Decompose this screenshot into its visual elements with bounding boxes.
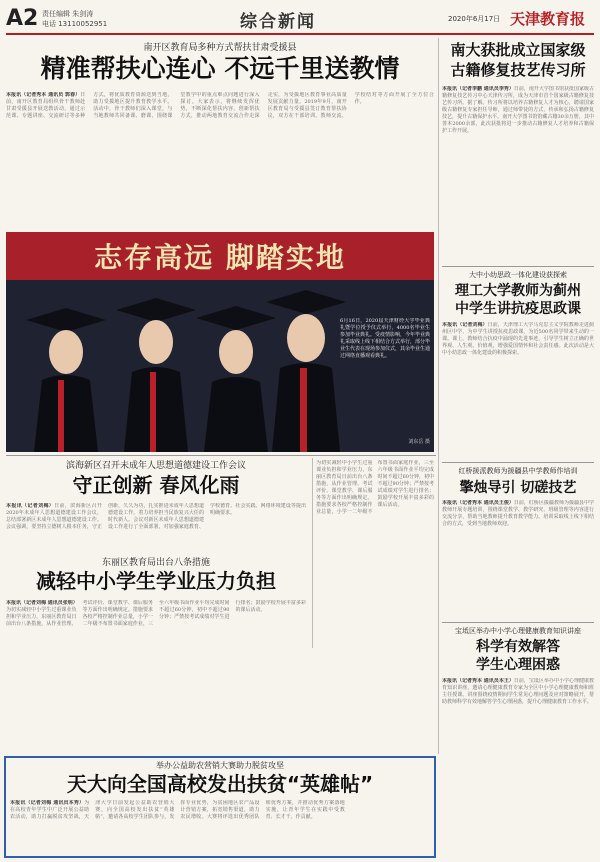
article-text: 日前，天津理工大学马克思主义学院教师走进蓟州区中学，为中学生讲授抗疫思政课，为近500名同学带来生动的一课。课上，教师结合抗疫中涌现的先进事迹，引导学生树立正确的世界观、人生观、价值观，增强爱国情怀和社会责任感。此次活动是大中小幼思政一体化建设的积极探索。 bbox=[442, 322, 594, 356]
article-text: 日前，南开大学图书馆获批国家级古籍修复技艺传习中心天津传习所，成为天津市首个国家级古籍修复技艺传习所。据了解，传习所将以培养古籍修复人才为核心，聘请国家级古籍修复专家担任导师，通过师带徒的方式，传承和弘扬古籍修复技艺，提升古籍保护水平。南开大学图书馆馆藏古籍30余万册，其中善本2000余部，此次获批将进一步推动古籍修复人才培养和古籍保护工作开展。 bbox=[442, 86, 594, 134]
article-text: 日前，滨海新区召开2020年未成年人思想道德建设工作会议，总结部署新区未成年人思想道德建设工作。会议强调，要坚持立德树人根本任务，守正创新，久久为功，扎实推进未成年人思想道德建设工作，着力培养担当民族复兴大任的时代新人。会议对新区未成年人思想道德建设工作进行了全面部署，对加强家庭教育、学校德育、社会实践、网络环境建设等提出明确要求。 bbox=[6, 503, 306, 530]
editor-line: 责任编辑 朱剑涛 bbox=[42, 10, 94, 18]
article-byline: 本报讯（记者李鹏 通讯员李秀） bbox=[442, 86, 514, 92]
section-rule bbox=[442, 266, 594, 267]
headline-line: 学生心理困惑 bbox=[476, 657, 560, 673]
highlighted-article bbox=[4, 756, 436, 858]
article-kicker: 滨海新区召开未成年人思想道德建设工作会议 bbox=[65, 461, 246, 471]
article-headline: 减轻中小学生学业压力负担 bbox=[36, 569, 276, 593]
article-headline bbox=[442, 638, 594, 674]
issue-date: 2020年6月17日 bbox=[448, 15, 501, 23]
article-byline: 本报讯（记者刘梅） bbox=[6, 503, 55, 509]
article-body bbox=[6, 92, 434, 228]
photo-caption-box bbox=[340, 318, 430, 448]
masthead-rule bbox=[6, 33, 594, 35]
photo-credit: 刘东岳 摄 bbox=[408, 439, 430, 445]
section-rule bbox=[442, 622, 594, 623]
paper-name: 天津教育报 bbox=[510, 10, 586, 28]
graduation-photo bbox=[6, 232, 434, 452]
article-byline: 本报讯（记者秀本 通讯员 郭春） bbox=[6, 92, 81, 98]
article-text: 日前，南开区教育局组织骨干教师赴甘肃受援县开展送教活动，通过示范课、专题讲座、交流研讨等多种方式，将优质教育资源送到当地，助力受援地区提升教育教学水平。活动中，骨干教师们深入课堂，与当地教师共同备课、磨课，围绕课堂教学中的重点难点问题进行深入探讨。大家表示，将继续发挥优势，不断深化帮扶内容，创新帮扶方式，推动两地教育交流合作走深走实，为受援地区教育事业高质量发展贡献力量。2019年9月，南开区教育局与受援县签订教育帮扶协议，双方在干部培训、教师交流、学校结对等方面开展了全方位合作。 bbox=[6, 92, 434, 119]
headline-line: 南大获批成立国家级 bbox=[450, 41, 586, 59]
article-body bbox=[442, 322, 594, 460]
article-headline: 擎烛导引 切磋技艺 bbox=[459, 480, 577, 496]
article-byline: 本报讯（记者刘梅 通讯员本秀） bbox=[10, 800, 85, 806]
headline-line: 中学生讲抗疫思政课 bbox=[455, 301, 581, 317]
article-headline bbox=[442, 282, 594, 318]
article-text: 为切实减轻中小学生过重课业负担和学业压力，东丽区教育局日前出台八条措施，从作业管理、考试评价、课堂教学、课后服务等方面作出明确规定。措施要求各校严格控制作业总量，小学一二年级不布置书面家庭作业，三至六年级书面作业平均完成时间不超过60分钟，初中不超过90分钟；严禁按考试成绩对学生进行排名；鼓励学校开展丰富多彩的课后活动。 bbox=[316, 460, 434, 515]
article-byline: 本报讯（记者秀本 通讯员本王） bbox=[442, 678, 514, 684]
article-kicker: 大中小幼思政一体化建设获探索 bbox=[469, 271, 567, 279]
section-title: 综合新闻 bbox=[240, 12, 316, 32]
article-body bbox=[442, 678, 594, 856]
article-text: 为切实减轻中小学生过重课业负担和学业压力，东丽区教育局日前出台八条措施，从作业管理、考试评价、课堂教学、课后服务等方面作出明确规定。措施要求各校严格控制作业总量，小学一二年级不布置书面家庭作业，三至六年级书面作业平均完成时间不超过60分钟，初中不超过90分钟；严禁按考试成绩对学生进行排名；鼓励学校开展丰富多彩的课后活动。 bbox=[6, 600, 306, 627]
headline-line: 理工大学教师为蓟州 bbox=[455, 283, 581, 299]
section-rule bbox=[442, 462, 594, 463]
article-body bbox=[10, 800, 430, 856]
headline-line: 古籍修复技艺传习所 bbox=[450, 61, 586, 79]
article-kicker: 南开区教育局多种方式帮扶甘肃受援县 bbox=[143, 43, 297, 53]
article-byline: 本报讯（记者秀本 通讯员王俊） bbox=[442, 500, 514, 506]
article-body bbox=[6, 503, 306, 549]
article-text: 为在高校青年学生中广泛开展公益助农活动，助力打赢脱贫攻坚战，天津大学日前发起公益助农营销大赛，向全国高校发出扶贫“英雄帖”，邀请各高校学生团队参与，发挥专业优势，为贫困地区农产品设计营销方案，拓宽销售渠道，助力农民增收。大赛将评选出优秀团队和优秀方案，并推动优秀方案落地实施，让青年学生在实践中受教育、长才干、作贡献。 bbox=[10, 800, 345, 820]
article-byline: 本报讯（记者刘梅 通讯员张明） bbox=[6, 600, 78, 606]
headline-line: 科学有效解答 bbox=[476, 639, 560, 655]
section-rule bbox=[6, 455, 436, 456]
column-divider bbox=[312, 458, 313, 648]
article-headline: 天大向全国高校发出扶贫“英雄帖” bbox=[66, 772, 374, 796]
article-body bbox=[442, 500, 594, 620]
phone-line: 电话 13110052951 bbox=[42, 20, 108, 28]
photo-caption: 6月16日，2020届天津财经大学毕业典礼暨学位授予仪式举行，4000名毕业生参加毕业典礼。受疫情影响，今年毕业典礼采取线上线下相结合方式举行，部分毕业生代表在现场参加仪式，其余毕业生通过网络直播观看典礼。 bbox=[340, 318, 430, 359]
article-kicker: 举办公益助农营销大赛助力脱贫攻坚 bbox=[156, 761, 284, 770]
article-body bbox=[6, 600, 306, 748]
article-headline: 精准帮扶心连心 不远千里送教情 bbox=[40, 54, 400, 83]
article-headline bbox=[442, 40, 594, 80]
article-kicker: 东丽区教育局出台八条措施 bbox=[101, 558, 210, 568]
masthead bbox=[0, 0, 600, 34]
article-headline: 守正创新 春风化雨 bbox=[72, 473, 240, 497]
photo-banner-text: 志存高远 脚踏实地 bbox=[94, 241, 346, 274]
page-number: A2 bbox=[6, 6, 39, 31]
article-body bbox=[442, 86, 594, 266]
article-kicker: 红桥援派教师为援疆县中学教师作培训 bbox=[458, 467, 578, 475]
article-byline: 本报讯（记者刘梅） bbox=[442, 322, 488, 328]
article-text: 日前，红桥区援疆教师为援疆县中学教师开展专题培训，围绕课堂教学、教学研究、班级管理等内容进行交流分享，帮助当地教师提升教育教学能力。培训采取线上线下相结合的方式，受到当地教师欢迎。 bbox=[442, 500, 594, 527]
article-body-continued bbox=[316, 460, 434, 650]
article-text: 日前，宝坻区举办中小学心理健康教育知识讲座，邀请心理健康教育专家为全区中小学心理健康教师和班主任授课。讲座围绕疫情期间学生常见心理问题及应对策略展开，帮助教师科学有效地解答学生心理困惑，提升心理健康教育工作水平。 bbox=[442, 678, 594, 705]
column-divider bbox=[438, 38, 439, 754]
article-kicker: 宝坻区举办中小学心理健康教育知识讲座 bbox=[455, 627, 581, 635]
